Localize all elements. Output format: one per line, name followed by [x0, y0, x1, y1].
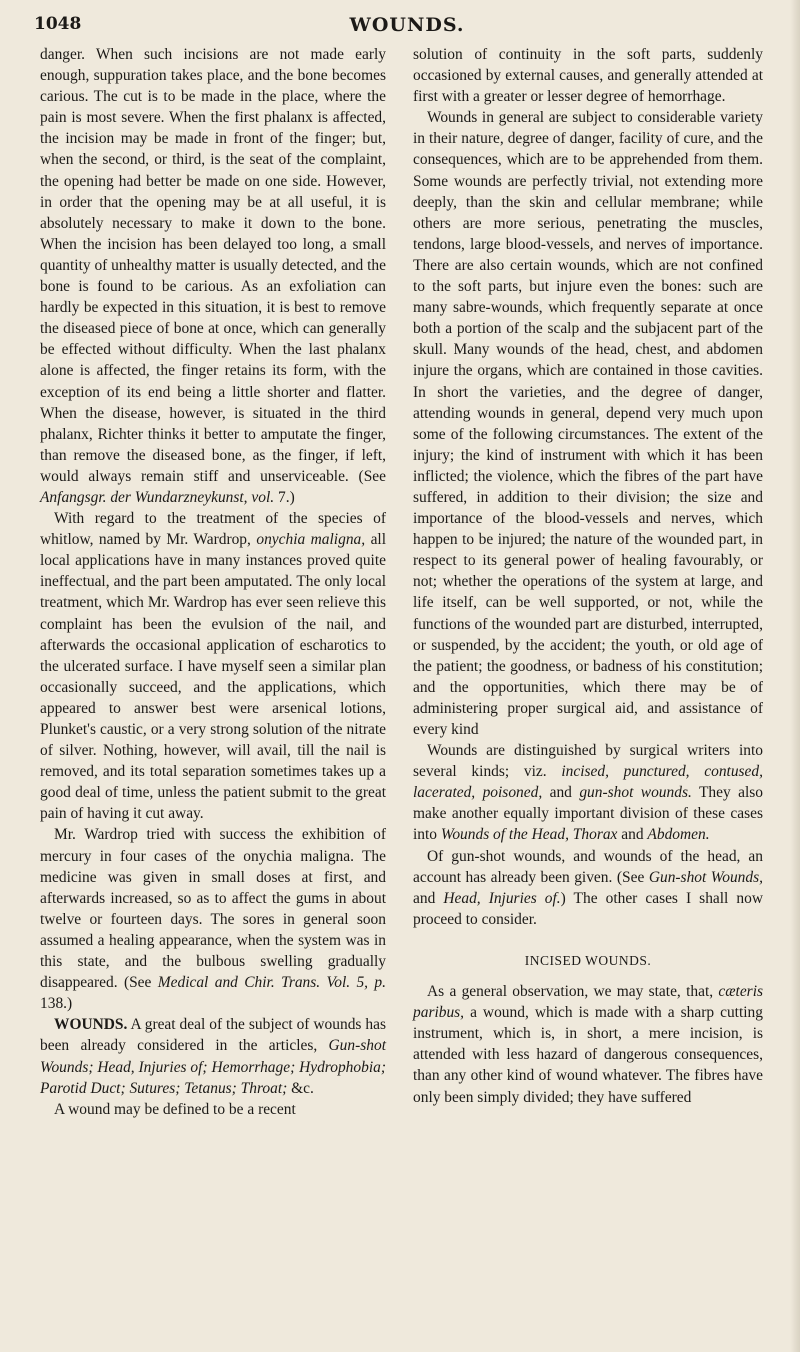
entry-wounds: WOUNDS. A great deal of the subject of wounds has been already considered in the articles, Gun-shot Wounds; Head, Injuries of; Hemorrhage; Hydrophobia; Parotid Duct; Sutures; Tetanus; Throat; &c.	[40, 1016, 386, 1097]
paragraph: solution of continuity in the soft parts, suddenly occasioned by external causes, and generally attended at first with a greater or lesser degree of hemorrhage.	[413, 46, 763, 106]
paragraph: Wounds in general are subject to considerable variety in their nature, degree of danger, facility of cure, and the consequences, which are to be apprehended from them. Some wounds are perfectly trivial, not extending more deeply, than the skin and cellular membrane; while others are more serious, penetrating the muscles, tendons, large blood-vessels, and nerves of importance. There are also certain wounds, which are not confined to the soft parts, but injure even the bones: such are many sabre-wounds, which frequently separate at once both a portion of the scalp and the subjacent part of the skull. Many wounds of the head, chest, and abdomen injure the organs, which are contained in those cavities. In short the varieties, and the degree of danger, attending wounds in general, depend very much upon some of the following circumstances. The extent of the injury; the kind of instrument with which it has been inflicted; the violence, which the fibres of the part have suffered, in addition to their division; the size and importance of the blood-vessels and nerves, which happen to be injured; the nature of the wounded part, in respect to its general power of healing favourably, or not; whether the operations of the system at large, and life itself, can be well supported, or not, while the functions of the wounded part are disturbed, interrupted, or suspended, by the accident; the youth, or old age of the patient; the goodness, or badness of his constitution; and the opportunities, which there may be of administering proper surgical aid, and assistance of every kind	[413, 109, 763, 738]
paragraph: Wounds are distinguished by surgical writers into several kinds; viz. incised, punctured, contused, lacerated, poisoned, and gun-shot wounds. They also make another equally important division of these cases into Wounds of the Head, Thorax and Abdomen.	[413, 742, 763, 844]
paragraph: Mr. Wardrop tried with success the exhibition of mercury in four cases of the onychia maligna. The medicine was given in small doses at first, and afterwards increased, so as to affect the gums in about twelve or fourteen days. The sores in general soon assumed a healing appearance, when the system was in this state, and the bulbous swelling gradually disappeared. (See Medical and Chir. Trans. Vol. 5, p. 138.)	[40, 826, 386, 1013]
section-heading: INCISED WOUNDS.	[524, 952, 652, 968]
paragraph: With regard to the treatment of the species of whitlow, named by Mr. Wardrop, onychia maligna, all local applications have in many instances proved quite ineffectual, and the part been amputated. The only local treatment, which Mr. Wardrop has ever seen relieve this complaint has been the evulsion of the nail, and afterwards the occasional application of escharotics to the ulcerated surface. I have myself seen a similar plan occasionally succeed, and the applications, which appeared to answer best were arsenical lotions, Plunket's caustic, or a very strong solution of the nitrate of silver. Nothing, however, will avail, till the nail is removed, and its total separation sometimes takes up a good deal of time, unless the patient submit to the great pain of having it cut away.	[40, 510, 386, 823]
paragraph: As a general observation, we may state, that, cæteris paribus, a wound, which is made with a sharp cutting instrument, which is, in short, a mere incision, is attended with less hazard of dangerous consequences, than any other kind of wound whatever. The fibres have only been simply divided; they have suffered	[413, 983, 763, 1106]
running-head: WOUNDS.	[349, 14, 465, 36]
paragraph: Of gun-shot wounds, and wounds of the head, an account has already been given. (See Gun-shot Wounds, and Head, Injuries of.) The other cases I shall now proceed to consider.	[413, 847, 763, 928]
entry-headword: WOUNDS.	[54, 1016, 128, 1034]
paragraph: A wound may be defined to be a recent	[54, 1100, 296, 1118]
right-column	[413, 44, 763, 1108]
page-number: 1048	[34, 14, 82, 34]
paragraph: danger. When such incisions are not made early enough, suppuration takes place, and the bone becomes carious. The cut is to be made in the place, where the pain is most severe. When the first phalanx is affected, the incision may be made in front of the finger; but, when the second, or third, is the seat of the complaint, the opening had better be made on one side. However, in order that the opening may be at all useful, it is absolutely necessary to make it down to the bone. When the incision has been delayed too long, a small quantity of unhealthy matter is usually detected, and the bone is found to be carious. As an exfoliation can hardly be expected in this situation, it is best to remove the diseased piece of bone at once, which can generally be effected without difficulty. When the last phalanx alone is affected, the finger retains its form, with the exception of its end being a little shorter and flatter. When the disease, however, is situated in the third phalanx, Richter thinks it better to amputate the finger, than remove the diseased bone, as the finger, if left, would always remain stiff and unserviceable. (See Anfangsgr. der Wundarzneykunst, vol. 7.)	[40, 46, 386, 506]
left-column	[40, 44, 386, 1120]
page-header	[34, 14, 780, 36]
page-edge-shadow	[790, 0, 800, 1352]
